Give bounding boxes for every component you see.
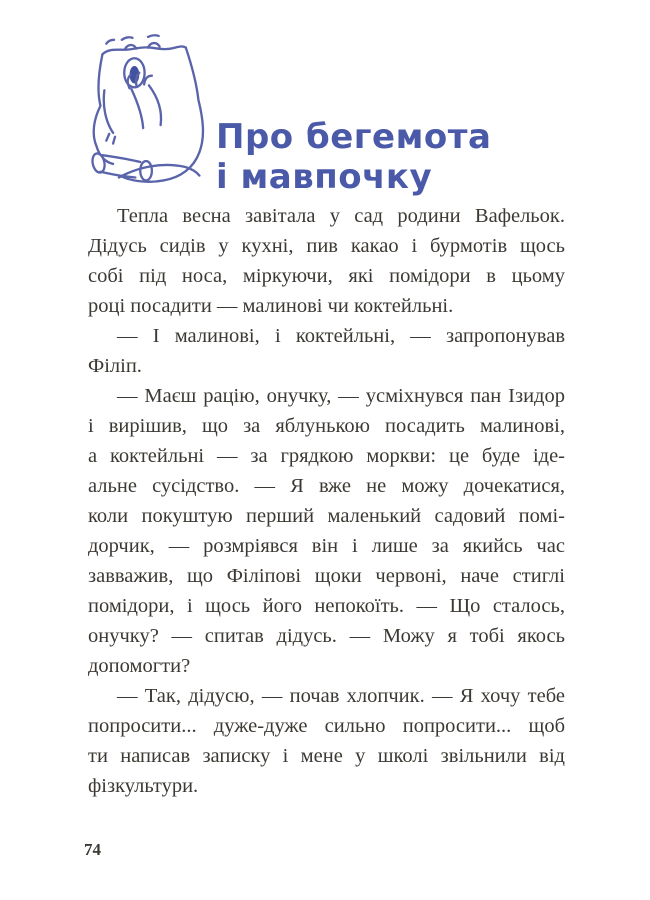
text-line: фізкультури. <box>88 775 199 797</box>
paragraph <box>88 381 565 681</box>
chapter-title <box>216 117 491 197</box>
text-line: дорчик, — розмріявся він і лише за якийсь час <box>88 535 565 557</box>
paragraph <box>88 201 565 321</box>
paragraph <box>88 321 565 381</box>
text-line: Філіп. <box>88 355 142 377</box>
text-line: собі під носа, міркуючи, які помідори в цьому <box>88 265 565 287</box>
text-line: році посадити — малинові чи коктейльні. <box>88 295 454 317</box>
paragraph <box>88 681 565 801</box>
text-line: ти написав записку і мене у школі звільнили від <box>88 745 565 767</box>
text-line: — Так, дідусю, — почав хлопчик. — Я хочу тебе <box>117 685 565 707</box>
chapter-title-line1: Про бегемота <box>216 116 492 157</box>
text-line: онучку? — спитав дідусь. — Можу я тобі якось <box>88 625 565 647</box>
hippo-illustration <box>88 34 208 194</box>
text-line: коли покуштую перший маленький садовий помі- <box>88 505 565 527</box>
yawning-hippo-icon <box>88 34 208 194</box>
text-line: попросити... дуже-дуже сильно попросити... щоб <box>88 715 565 737</box>
text-line: Тепла весна завітала у сад родини Вафельок. <box>117 205 565 227</box>
text-line: — Маєш рацію, онучку, — усміхнувся пан Ізидор <box>117 385 565 407</box>
text-line: помідори, і щось його непокоїть. — Що сталось, <box>88 595 565 617</box>
text-line: альне сусідство. — Я вже не можу дочекатися, <box>88 475 565 497</box>
text-line: Дідусь сидів у кухні, пив какао і бурмотів щось <box>88 235 565 257</box>
story-text <box>88 201 565 801</box>
chapter-title-line2: і мавпочку <box>216 156 433 197</box>
text-line: і вирішив, що за яблунькою посадить малинові, <box>88 415 565 437</box>
page-number: 74 <box>84 840 101 859</box>
text-line: а коктейльні — за грядкою моркви: це буде іде- <box>88 445 565 467</box>
text-line: завважив, що Філіпові щоки червоні, наче стиглі <box>88 565 565 587</box>
text-line: допомогти? <box>88 655 191 677</box>
text-line: — І малинові, і коктейльні, — запропонував <box>117 325 565 347</box>
